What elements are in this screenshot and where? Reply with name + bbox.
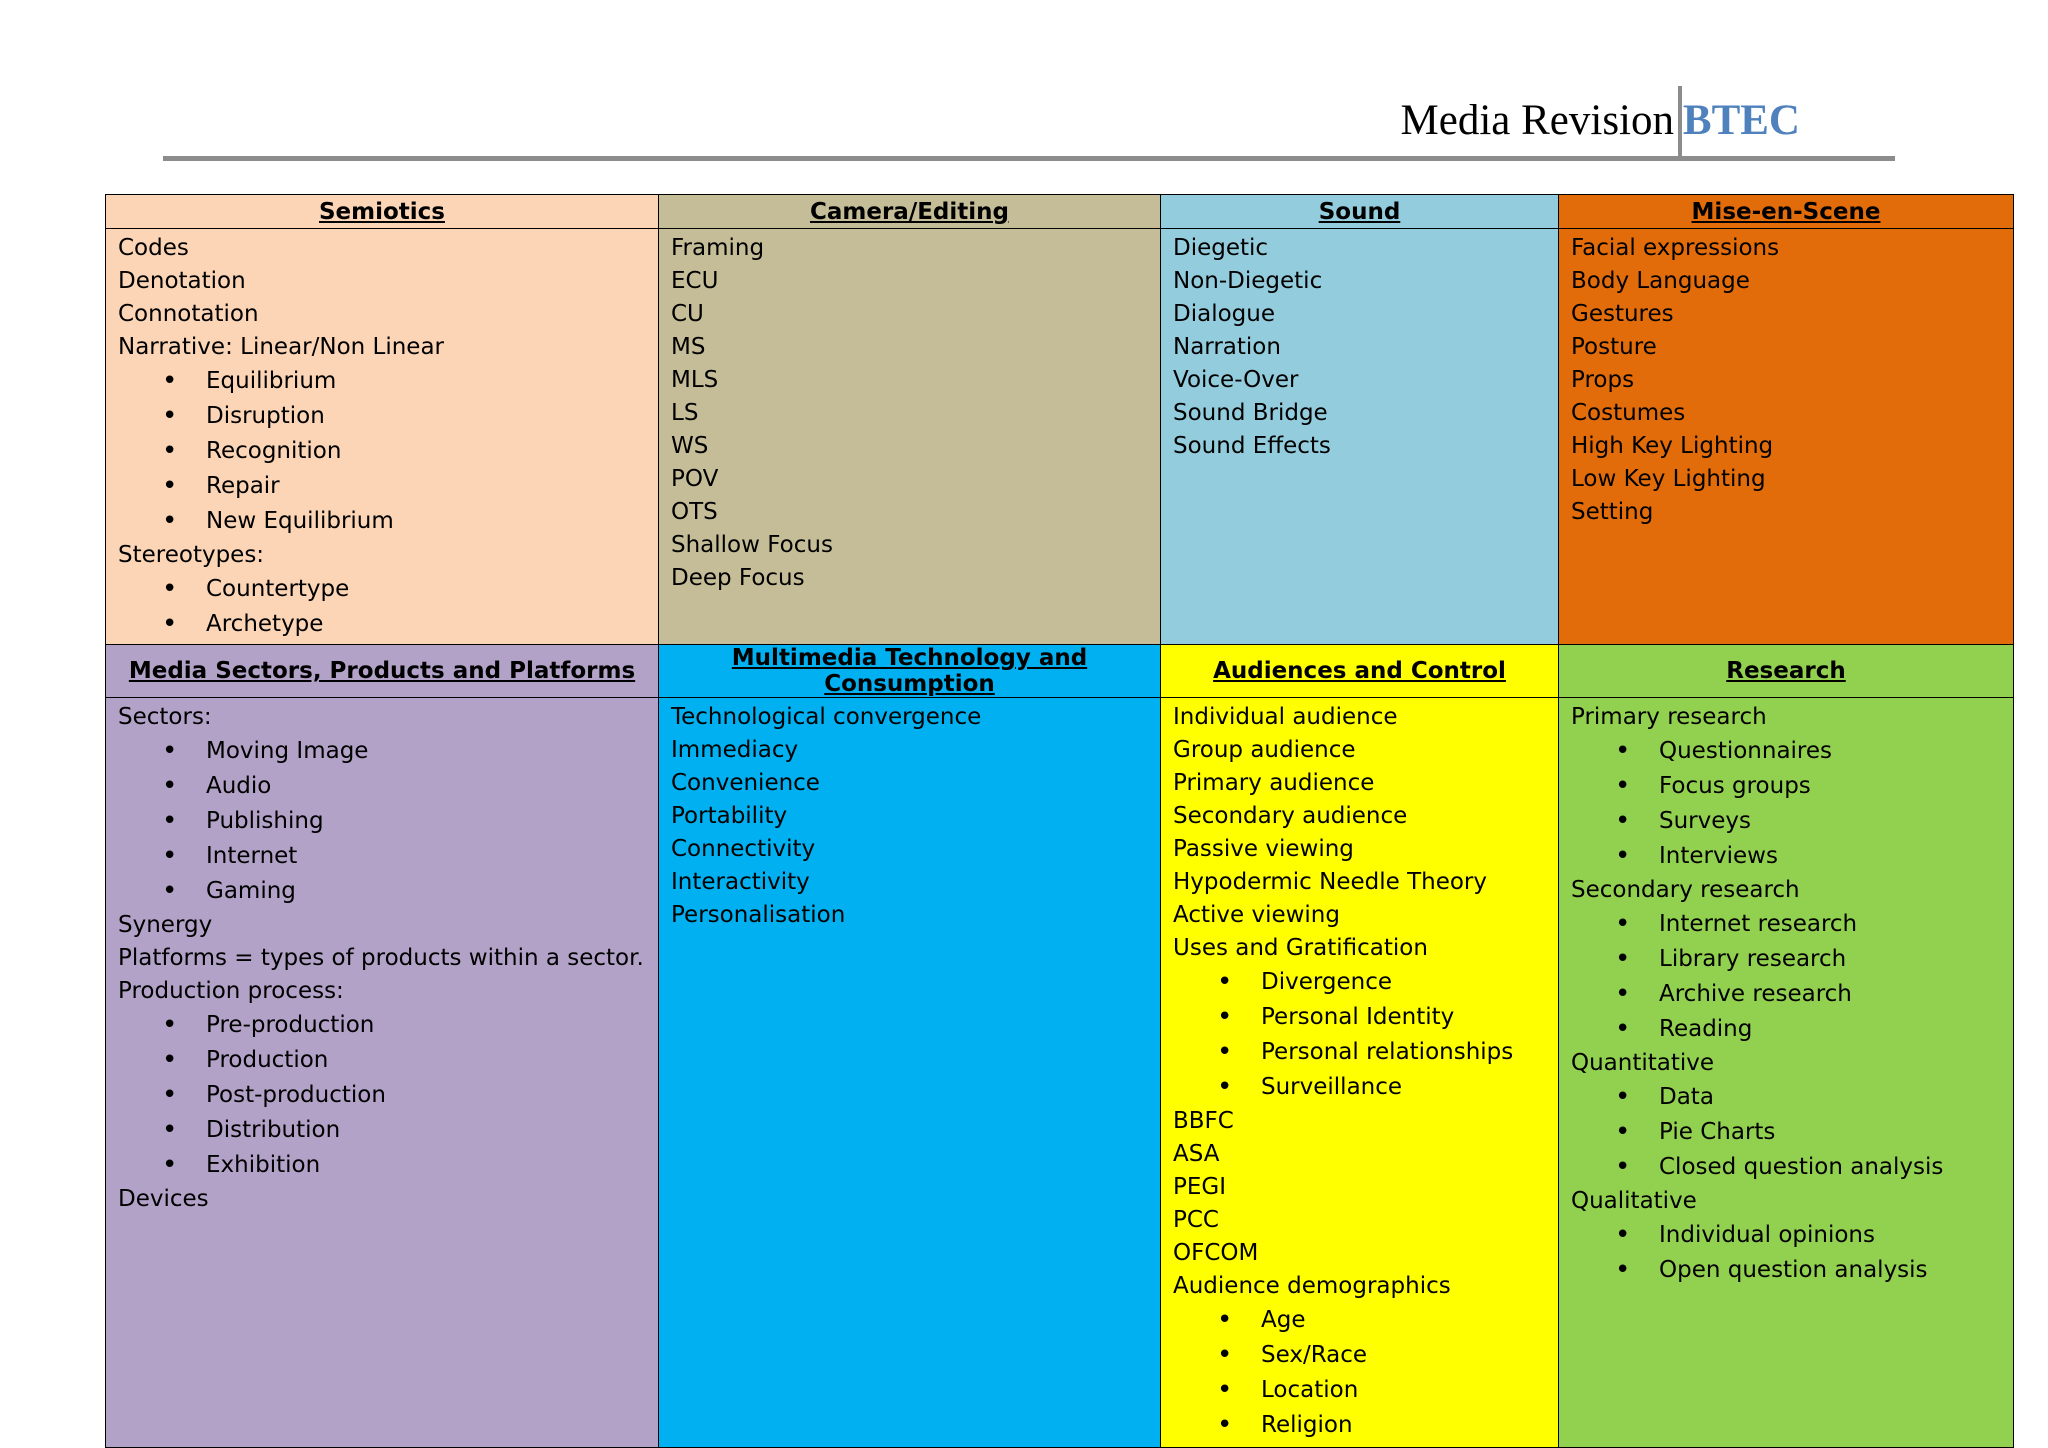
list-item: Secondary audience [1173,803,1408,829]
list-item: Group audience [1173,737,1356,763]
bullet-item: • Disruption [118,399,646,434]
multimedia-list [659,698,1161,1448]
list-item: OTS [671,499,718,525]
list-item: Synergy [118,912,213,938]
list-item: Framing [671,235,765,261]
multimedia-heading: Multimedia Technology and Consumption [659,645,1161,698]
mise-en-scene-list [1559,229,2014,645]
list-item: Props [1571,367,1635,393]
list-item: Platforms = types of products within a sector. [118,945,644,971]
bullet-item: • Countertype [118,572,646,607]
list-item: Deep Focus [671,565,805,591]
bullet-item: • Age [1173,1303,1546,1338]
list-item: WS [671,433,709,459]
header-rule [163,156,1895,161]
media-sectors-heading: Media Sectors, Products and Platforms [106,645,659,698]
header-divider [1678,86,1682,161]
list-item: Quantitative [1571,1050,1715,1076]
list-item: Primary audience [1173,770,1375,796]
content-row-1 [106,229,2014,645]
audiences-heading: Audiences and Control [1161,645,1559,698]
mise-en-scene-heading: Mise-en-Scene [1559,195,2014,229]
bullet-item: • Location [1173,1373,1546,1408]
audiences-list [1161,698,1559,1448]
bullet-item: • Open question analysis [1571,1253,2001,1288]
list-item: Sectors: [118,704,212,730]
list-item: Dialogue [1173,301,1275,327]
list-item: LS [671,400,699,426]
bullet-item: • Reading [1571,1012,2001,1047]
list-item: Posture [1571,334,1657,360]
sound-heading: Sound [1161,195,1559,229]
bullet-item: • Questionnaires [1571,734,2001,769]
list-item: Connotation [118,301,259,327]
bullet-item: • Audio [118,769,646,804]
list-item: Denotation [118,268,246,294]
bullet-item: • Divergence [1173,965,1546,1000]
bullet-item: • Pie Charts [1571,1115,2001,1150]
list-item: High Key Lighting [1571,433,1774,459]
list-item: Technological convergence [671,704,982,730]
list-item: Costumes [1571,400,1686,426]
list-item: Passive viewing [1173,836,1354,862]
list-item: Connectivity [671,836,816,862]
bullet-item: • Internet [118,839,646,874]
bullet-item: • Personal relationships [1173,1035,1546,1070]
semiotics-heading: Semiotics [106,195,659,229]
document-title: Media Revision [1400,97,1674,144]
media-sectors-list [106,698,659,1448]
list-item: Interactivity [671,869,810,895]
bullet-item: • Surveys [1571,804,2001,839]
bullet-item: • Internet research [1571,907,2001,942]
bullet-item: • Post-production [118,1078,646,1113]
bullet-item: • Pre-production [118,1008,646,1043]
list-item: Uses and Gratification [1173,935,1428,961]
bullet-item: • Publishing [118,804,646,839]
list-item: Secondary research [1571,877,1800,903]
list-item: Audience demographics [1173,1273,1451,1299]
bullet-item: • Archetype [118,607,646,642]
bullet-item: • Surveillance [1173,1070,1546,1105]
bullet-item: • Production [118,1043,646,1078]
bullet-item: • Distribution [118,1113,646,1148]
camera-editing-list [659,229,1161,645]
semiotics-list [106,229,659,645]
sound-list [1161,229,1559,645]
list-item: Setting [1571,499,1654,525]
bullet-item: • Recognition [118,434,646,469]
bullet-item: • Focus groups [1571,769,2001,804]
list-item: PCC [1173,1207,1219,1233]
list-item: Convenience [671,770,820,796]
list-item: Primary research [1571,704,1767,730]
research-list [1559,698,2014,1448]
bullet-item: • Exhibition [118,1148,646,1183]
list-item: Personalisation [671,902,846,928]
list-item: BBFC [1173,1108,1234,1134]
list-item: Immediacy [671,737,799,763]
research-heading: Research [1559,645,2014,698]
header-row-1 [106,195,2014,229]
bullet-item: • Individual opinions [1571,1218,2001,1253]
camera-editing-heading: Camera/Editing [659,195,1161,229]
page-header [163,86,1895,161]
list-item: Low Key Lighting [1571,466,1766,492]
bullet-item: • Equilibrium [118,364,646,399]
list-item: Facial expressions [1571,235,1780,261]
list-item: MLS [671,367,719,393]
list-item: Gestures [1571,301,1674,327]
list-item: Qualitative [1571,1188,1697,1214]
bullet-item: • Interviews [1571,839,2001,874]
list-item: Portability [671,803,788,829]
content-row-2 [106,698,2014,1448]
bullet-item: • Moving Image [118,734,646,769]
list-item: OFCOM [1173,1240,1259,1266]
bullet-item: • Data [1571,1080,2001,1115]
list-item: Voice-Over [1173,367,1299,393]
list-item: Production process: [118,978,344,1004]
list-item: POV [671,466,719,492]
list-item: Body Language [1571,268,1750,294]
list-item: CU [671,301,704,327]
bullet-item: • New Equilibrium [118,504,646,539]
list-item: Individual audience [1173,704,1398,730]
list-item: Sound Effects [1173,433,1331,459]
list-item: Narration [1173,334,1281,360]
bullet-item: • Repair [118,469,646,504]
list-item: Devices [118,1186,209,1212]
list-item: Codes [118,235,189,261]
list-item: Hypodermic Needle Theory [1173,869,1488,895]
list-item: MS [671,334,706,360]
header-row-2 [106,645,2014,698]
bullet-item: • Archive research [1571,977,2001,1012]
list-item: Shallow Focus [671,532,833,558]
list-item: Narrative: Linear/Non Linear [118,334,445,360]
bullet-item: • Sex/Race [1173,1338,1546,1373]
list-item: ECU [671,268,719,294]
list-item: Active viewing [1173,902,1340,928]
brand-label: BTEC [1682,97,1800,144]
list-item: Diegetic [1173,235,1269,261]
bullet-item: • Religion [1173,1408,1546,1443]
revision-grid [105,194,2014,1448]
list-item: PEGI [1173,1174,1227,1200]
list-item: Stereotypes: [118,542,265,568]
list-item: ASA [1173,1141,1220,1167]
list-item: Non-Diegetic [1173,268,1323,294]
bullet-item: • Personal Identity [1173,1000,1546,1035]
list-item: Sound Bridge [1173,400,1328,426]
bullet-item: • Library research [1571,942,2001,977]
bullet-item: • Closed question analysis [1571,1150,2001,1185]
bullet-item: • Gaming [118,874,646,909]
